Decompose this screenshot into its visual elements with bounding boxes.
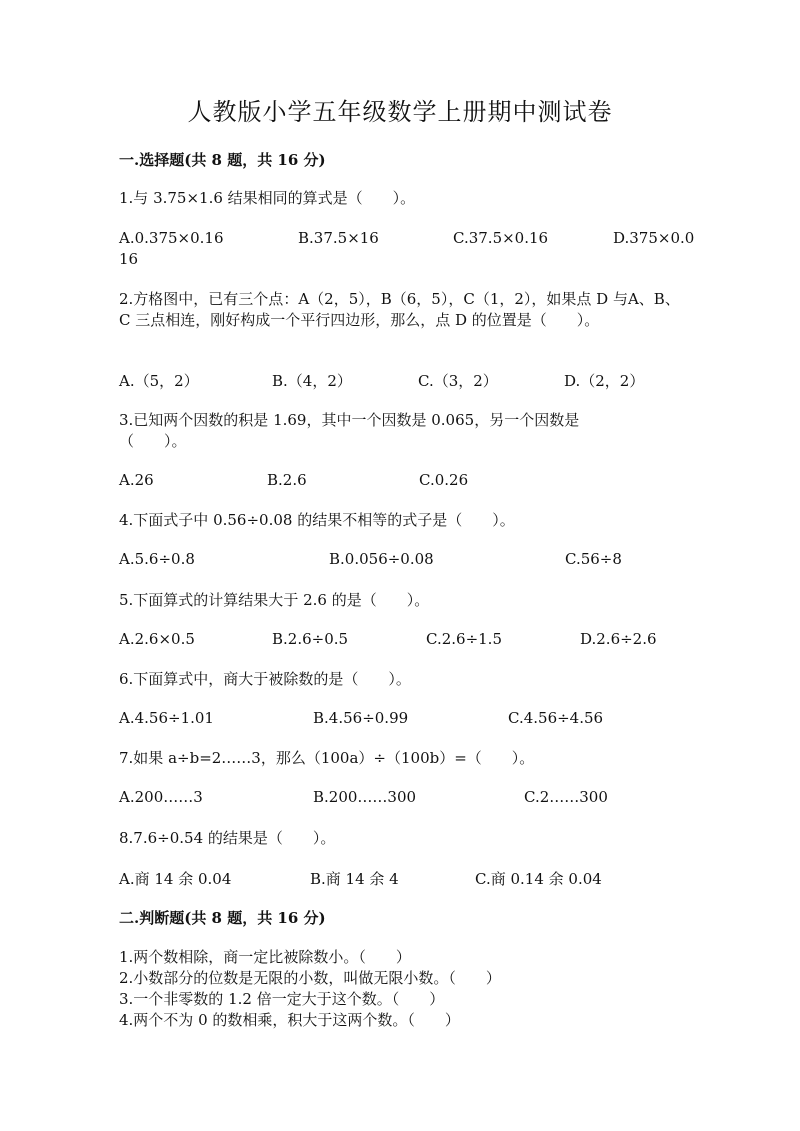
judgment-item: 4.两个不为 0 的数相乘，积大于这两个数。（ ） [119,1011,460,1029]
question-1-option-a: A.0.375×0.16 [119,229,224,247]
judgment-item: 3.一个非零数的 1.2 倍一定大于这个数。（ ） [119,990,445,1008]
question-2-option-a: A.（5，2） [119,372,199,390]
judgment-item: 2.小数部分的位数是无限的小数，叫做无限小数。（ ） [119,969,501,987]
question-4: 4.下面式子中 0.56÷0.08 的结果不相等的式子是（ ）。 [119,511,515,529]
section-heading-choice: 一.选择题(共 8 题，共 16 分) [119,151,326,169]
question-2-option-c: C.（3，2） [418,372,498,390]
question-1: 1.与 3.75×1.6 结果相同的算式是（ ）。 [119,189,416,207]
question-8-option-c: C.商 0.14 余 0.04 [475,870,602,888]
question-5-option-a: A.2.6×0.5 [119,630,195,648]
question-5: 5.下面算式的计算结果大于 2.6 的是（ ）。 [119,591,430,609]
question-7-option-b: B.200……300 [313,788,417,806]
question-7: 7.如果 a÷b=2……3，那么（100a）÷（100b）=（ ）。 [119,749,535,767]
question-1-option-d: D.375×0.0 [613,229,695,247]
question-4-option-a: A.5.6÷0.8 [119,550,195,568]
question-4-option-b: B.0.056÷0.08 [329,550,434,568]
question-6-option-c: C.4.56÷4.56 [508,709,604,727]
question-1-option-d-wrap: 16 [119,250,139,268]
question-4-option-c: C.56÷8 [565,550,622,568]
question-6: 6.下面算式中，商大于被除数的是（ ）。 [119,670,411,688]
question-7-option-c: C.2……300 [524,788,608,806]
judgment-item: 1.两个数相除，商一定比被除数小。（ ） [119,948,411,966]
question-5-option-c: C.2.6÷1.5 [426,630,502,648]
question-5-option-d: D.2.6÷2.6 [580,630,657,648]
question-2-option-b: B.（4，2） [272,372,352,390]
question-8-option-a: A.商 14 余 0.04 [119,870,232,888]
page-title: 人教版小学五年级数学上册期中测试卷 [187,98,613,126]
question-8-option-b: B.商 14 余 4 [310,870,399,888]
question-6-option-a: A.4.56÷1.01 [119,709,214,727]
question-3: 3.已知两个因数的积是 1.69，其中一个因数是 0.065，另一个因数是（ ）。 [119,411,580,450]
question-3-option-b: B.2.6 [267,471,307,489]
question-3-option-a: A.26 [119,471,154,489]
question-2-option-d: D.（2，2） [564,372,645,390]
question-1-option-b: B.37.5×16 [298,229,379,247]
question-5-option-b: B.2.6÷0.5 [272,630,349,648]
question-2: 2.方格图中，已有三个点：A（2，5），B（6，5），C（1，2），如果点 D 与A、B、C 三点相连，刚好构成一个平行四边形，那么，点 D 的位置是（ ）。 [119,290,680,329]
question-8: 8.7.6÷0.54 的结果是（ ）。 [119,829,336,847]
question-7-option-a: A.200……3 [119,788,203,806]
question-6-option-b: B.4.56÷0.99 [313,709,409,727]
question-3-option-c: C.0.26 [419,471,469,489]
question-1-option-c: C.37.5×0.16 [453,229,549,247]
section-heading-judgment: 二.判断题(共 8 题，共 16 分) [119,909,326,927]
